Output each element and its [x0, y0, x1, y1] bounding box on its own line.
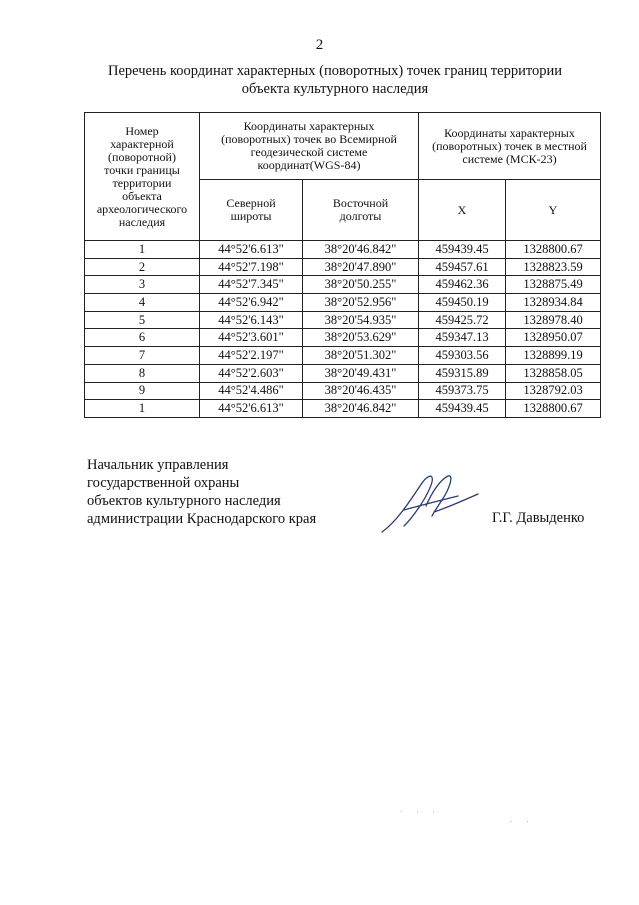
- x-cell: 459439.45: [419, 400, 506, 418]
- y-cell: 1328800.67: [506, 241, 601, 259]
- latitude-cell: 44°52'7.198": [200, 258, 303, 276]
- point-number-cell: 8: [85, 364, 200, 382]
- y-cell: 1328792.03: [506, 382, 601, 400]
- point-number-cell: 6: [85, 329, 200, 347]
- header-point-number: Номер характерной (поворотной) точки границы территории объекта археологического наследия: [85, 113, 200, 241]
- y-cell: 1328858.05: [506, 364, 601, 382]
- title-line-1: Перечень координат характерных (поворотных) точек границ территории: [107, 63, 563, 79]
- table-row: [85, 311, 601, 329]
- latitude-cell: 44°52'2.603": [200, 364, 303, 382]
- longitude-cell: 38°20'52.956": [303, 294, 419, 312]
- signatory-position: [87, 456, 316, 528]
- position-line: объектов культурного наследия: [87, 493, 281, 509]
- x-cell: 459303.56: [419, 347, 506, 365]
- x-cell: 459462.36: [419, 276, 506, 294]
- x-cell: 459450.19: [419, 294, 506, 312]
- x-cell: 459373.75: [419, 382, 506, 400]
- y-cell: 1328950.07: [506, 329, 601, 347]
- x-cell: 459457.61: [419, 258, 506, 276]
- table-row: [85, 241, 601, 259]
- position-line: администрации Краснодарского края: [87, 511, 317, 527]
- y-cell: 1328823.59: [506, 258, 601, 276]
- y-cell: 1328875.49: [506, 276, 601, 294]
- longitude-cell: 38°20'46.842": [303, 400, 419, 418]
- handwritten-signature: [374, 466, 482, 538]
- longitude-cell: 38°20'54.935": [303, 311, 419, 329]
- position-line: Начальник управления: [87, 457, 229, 473]
- point-number-cell: 1: [85, 241, 200, 259]
- table-row: [85, 347, 601, 365]
- table-row: [85, 329, 601, 347]
- table-row: [85, 276, 601, 294]
- longitude-cell: 38°20'50.255": [303, 276, 419, 294]
- latitude-cell: 44°52'6.143": [200, 311, 303, 329]
- point-number-cell: 5: [85, 311, 200, 329]
- y-cell: 1328978.40: [506, 311, 601, 329]
- title-line-2: объекта культурного наследия: [241, 81, 429, 97]
- latitude-cell: 44°52'4.486": [200, 382, 303, 400]
- document-title: [90, 62, 580, 98]
- point-number-cell: 7: [85, 347, 200, 365]
- y-cell: 1328934.84: [506, 294, 601, 312]
- table-row: [85, 382, 601, 400]
- point-number-cell: 1: [85, 400, 200, 418]
- scan-artifact: · ·: [510, 818, 535, 826]
- longitude-cell: 38°20'46.435": [303, 382, 419, 400]
- position-line: государственной охраны: [87, 475, 240, 491]
- x-cell: 459439.45: [419, 241, 506, 259]
- point-number-cell: 3: [85, 276, 200, 294]
- latitude-cell: 44°52'6.613": [200, 400, 303, 418]
- latitude-cell: 44°52'6.613": [200, 241, 303, 259]
- point-number-cell: 4: [85, 294, 200, 312]
- longitude-cell: 38°20'51.302": [303, 347, 419, 365]
- longitude-cell: 38°20'47.890": [303, 258, 419, 276]
- page-number: 2: [315, 37, 324, 53]
- x-cell: 459347.13: [419, 329, 506, 347]
- header-wgs84: Координаты характерных (поворотных) точек во Всемирной геодезической системе координат(WGS-84): [200, 113, 419, 180]
- point-number-cell: 2: [85, 258, 200, 276]
- latitude-cell: 44°52'3.601": [200, 329, 303, 347]
- table-row: [85, 364, 601, 382]
- latitude-cell: 44°52'2.197": [200, 347, 303, 365]
- longitude-cell: 38°20'53.629": [303, 329, 419, 347]
- header-east-longitude: Восточной долготы: [303, 180, 419, 241]
- signer-name: Г.Г. Давыденко: [492, 510, 585, 526]
- latitude-cell: 44°52'7.345": [200, 276, 303, 294]
- latitude-cell: 44°52'6.942": [200, 294, 303, 312]
- x-cell: 459315.89: [419, 364, 506, 382]
- header-y: Y: [506, 180, 601, 241]
- header-msk23: Координаты характерных (поворотных) точек в местной системе (МСК-23): [419, 113, 601, 180]
- x-cell: 459425.72: [419, 311, 506, 329]
- y-cell: 1328899.19: [506, 347, 601, 365]
- table-row: [85, 258, 601, 276]
- header-north-latitude: Северной широты: [200, 180, 303, 241]
- table-row: [85, 400, 601, 418]
- scan-artifact: · · ·: [400, 808, 441, 816]
- table-row: [85, 294, 601, 312]
- longitude-cell: 38°20'46.842": [303, 241, 419, 259]
- longitude-cell: 38°20'49.431": [303, 364, 419, 382]
- point-number-cell: 9: [85, 382, 200, 400]
- coordinates-table: [84, 112, 601, 418]
- header-x: X: [419, 180, 506, 241]
- y-cell: 1328800.67: [506, 400, 601, 418]
